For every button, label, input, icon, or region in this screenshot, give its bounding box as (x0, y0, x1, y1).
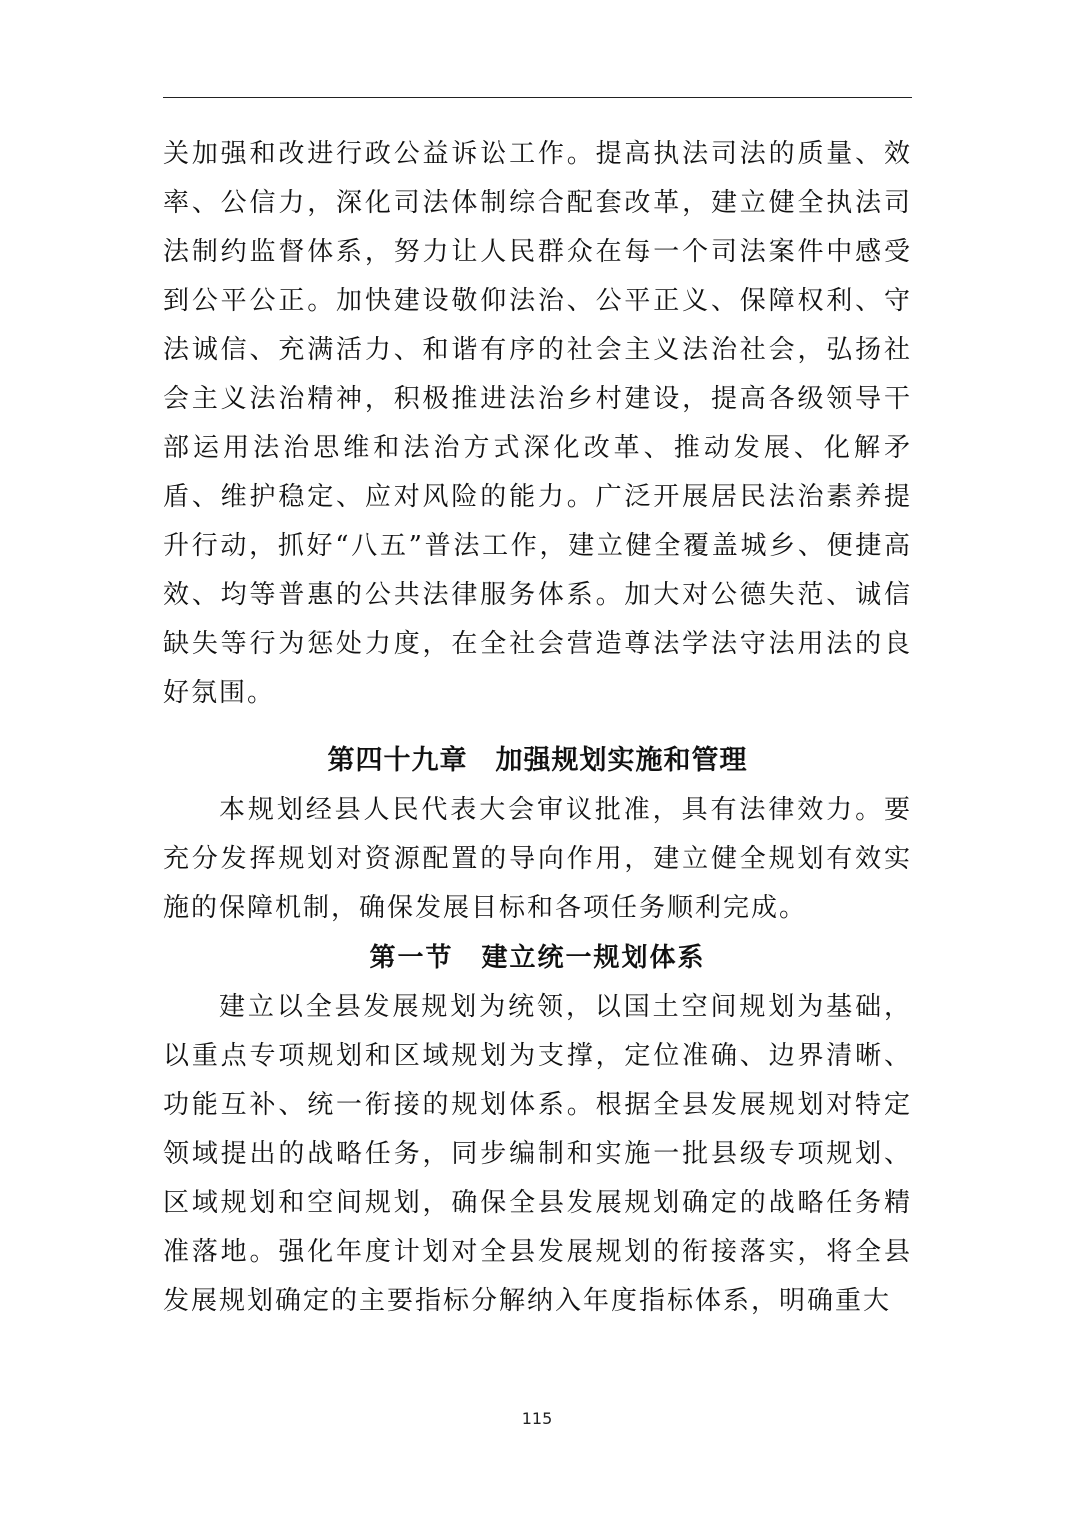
page-number: 115 (521, 1409, 553, 1428)
header-rule (163, 97, 912, 98)
body-paragraph: 建立以全县发展规划为统领，以国土空间规划为基础，以重点专项规划和区域规划为支撑，定位准确、边界清晰、功能互补、统一衔接的规划体系。根据全县发展规划对特定领域提出的战略任务，同步编制和实施一批县级专项规划、区域规划和空间规划，确保全县发展规划确定的战略任务精准落地。强化年度计划对全县发展规划的衔接落实，将全县发展规划确定的主要指标分解纳入年度指标体系，明确重大 (163, 992, 912, 1316)
body-paragraph: 关加强和改进行政公益诉讼工作。提高执法司法的质量、效率、公信力，深化司法体制综合配套改革，建立健全执法司法制约监督体系，努力让人民群众在每一个司法案件中感受到公平公正。加快建设敬仰法治、公平正义、保障权利、守法诚信、充满活力、和谐有序的社会主义法治社会，弘扬社会主义法治精神，积极推进法治乡村建设，提高各级领导干部运用法治思维和法治方式深化改革、推动发展、化解矛盾、维护稳定、应对风险的能力。广泛开展居民法治素养提升行动，抓好“八五”普法工作，建立健全覆盖城乡、便捷高效、均等普惠的公共法律服务体系。加大对公德失范、诚信缺失等行为惩处力度，在全社会营造尊法学法守法用法的良好氛围。 (163, 139, 912, 708)
body-paragraph: 本规划经县人民代表大会审议批准，具有法律效力。要充分发挥规划对资源配置的导向作用，建立健全规划有效实施的保障机制，确保发展目标和各项任务顺利完成。 (163, 795, 912, 923)
chapter-title: 第四十九章 加强规划实施和管理 (327, 745, 748, 776)
section-title: 第一节 建立统一规划体系 (369, 943, 706, 973)
document-body (163, 130, 912, 1326)
